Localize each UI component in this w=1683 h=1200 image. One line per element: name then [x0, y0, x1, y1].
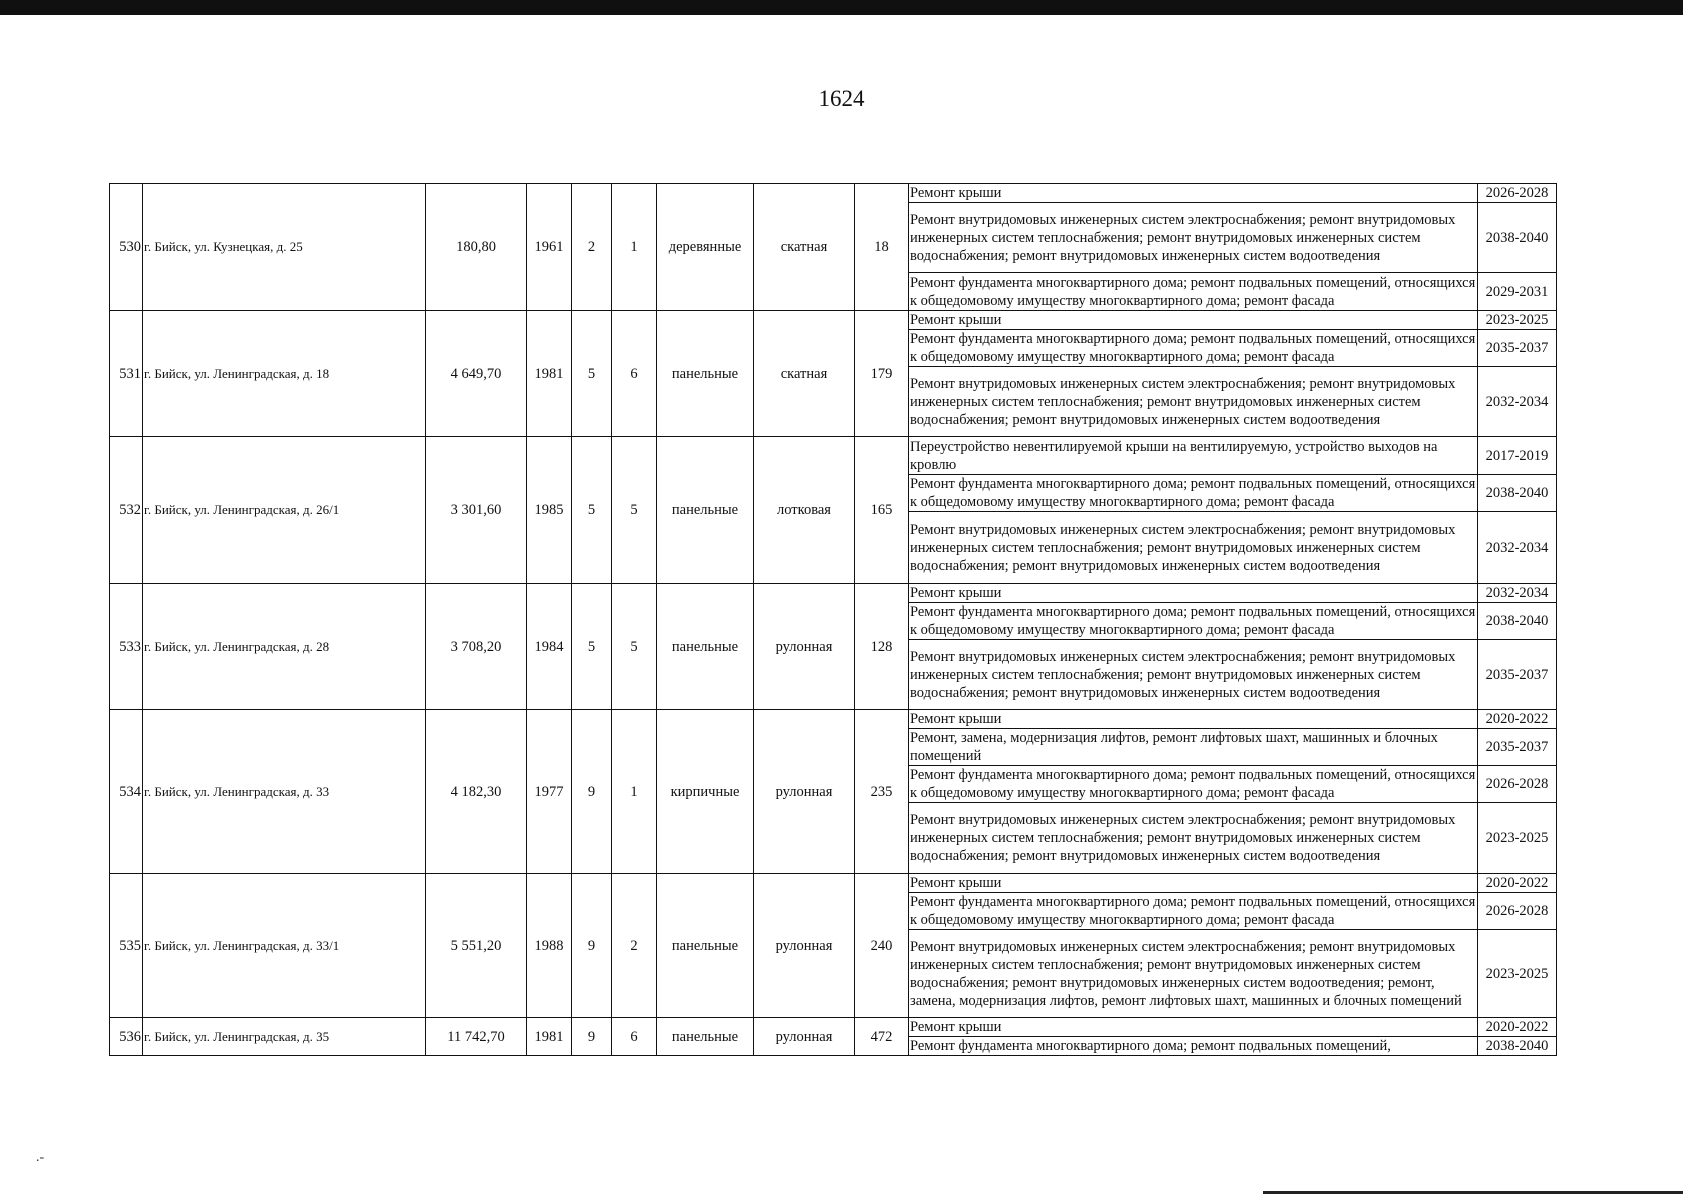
- work-period: 2038-2040: [1478, 1037, 1557, 1056]
- work-period: 2035-2037: [1478, 640, 1557, 710]
- work-period: 2032-2034: [1478, 584, 1557, 603]
- house-walls: панельные: [657, 1018, 754, 1056]
- table-row: [110, 584, 1557, 603]
- work-period: 2038-2040: [1478, 203, 1557, 273]
- work-period: 2023-2025: [1478, 930, 1557, 1018]
- house-residents: 179: [855, 311, 909, 437]
- house-roof: скатная: [754, 184, 855, 311]
- work-period: 2026-2028: [1478, 893, 1557, 930]
- house-entrances: 6: [612, 1018, 657, 1056]
- house-entrances: 1: [612, 710, 657, 874]
- work-type: Ремонт крыши: [909, 1018, 1478, 1037]
- house-entrances: 5: [612, 584, 657, 710]
- work-period: 2038-2040: [1478, 475, 1557, 512]
- house-walls: панельные: [657, 437, 754, 584]
- house-roof: рулонная: [754, 1018, 855, 1056]
- house-roof: рулонная: [754, 874, 855, 1018]
- work-type: Ремонт внутридомовых инженерных систем электроснабжения; ремонт внутридомовых инженерных систем теплоснабжения; ремонт внутридомовых инженерных систем водоснабжения; ремонт внутридомовых инженерных систем водоотведения: [909, 512, 1478, 584]
- work-period: 2026-2028: [1478, 766, 1557, 803]
- house-address: г. Бийск, ул. Ленинградская, д. 28: [143, 584, 426, 710]
- work-type: Ремонт внутридомовых инженерных систем электроснабжения; ремонт внутридомовых инженерных систем теплоснабжения; ремонт внутридомовых инженерных систем водоснабжения; ремонт внутридомовых инженерных систем водоотведения: [909, 803, 1478, 874]
- scan-top-border: [0, 0, 1683, 15]
- house-year: 1984: [527, 584, 572, 710]
- work-type: Ремонт внутридомовых инженерных систем электроснабжения; ремонт внутридомовых инженерных систем теплоснабжения; ремонт внутридомовых инженерных систем водоснабжения; ремонт внутридомовых инженерных систем водоотведения: [909, 640, 1478, 710]
- house-floors: 9: [572, 1018, 612, 1056]
- house-area: 3 708,20: [426, 584, 527, 710]
- work-period: 2032-2034: [1478, 512, 1557, 584]
- house-walls: панельные: [657, 584, 754, 710]
- house-entrances: 1: [612, 184, 657, 311]
- house-floors: 5: [572, 437, 612, 584]
- house-area: 3 301,60: [426, 437, 527, 584]
- work-type: Ремонт фундамента многоквартирного дома; ремонт подвальных помещений, относящихся к общедомовому имуществу многоквартирного дома; ремонт фасада: [909, 273, 1478, 311]
- house-year: 1961: [527, 184, 572, 311]
- work-period: 2026-2028: [1478, 184, 1557, 203]
- work-period: 2020-2022: [1478, 1018, 1557, 1037]
- table-row: [110, 710, 1557, 729]
- house-area: 5 551,20: [426, 874, 527, 1018]
- house-year: 1985: [527, 437, 572, 584]
- work-type: Ремонт фундамента многоквартирного дома; ремонт подвальных помещений, относящихся к общедомовому имуществу многоквартирного дома; ремонт фасада: [909, 330, 1478, 367]
- house-walls: деревянные: [657, 184, 754, 311]
- work-period: 2038-2040: [1478, 603, 1557, 640]
- house-year: 1977: [527, 710, 572, 874]
- work-type: Ремонт крыши: [909, 584, 1478, 603]
- work-type: Ремонт, замена, модернизация лифтов, ремонт лифтовых шахт, машинных и блочных помещений: [909, 729, 1478, 766]
- work-type: Ремонт фундамента многоквартирного дома; ремонт подвальных помещений, относящихся к общедомовому имуществу многоквартирного дома; ремонт фасада: [909, 766, 1478, 803]
- table-row: [110, 184, 1557, 203]
- work-period: 2023-2025: [1478, 803, 1557, 874]
- house-residents: 235: [855, 710, 909, 874]
- work-type: Переустройство невентилируемой крыши на вентилируемую, устройство выходов на кровлю: [909, 437, 1478, 475]
- house-residents: 128: [855, 584, 909, 710]
- house-walls: кирпичные: [657, 710, 754, 874]
- house-residents: 165: [855, 437, 909, 584]
- work-type: Ремонт крыши: [909, 311, 1478, 330]
- house-number: 536: [110, 1018, 143, 1056]
- house-number: 534: [110, 710, 143, 874]
- house-residents: 240: [855, 874, 909, 1018]
- house-walls: панельные: [657, 874, 754, 1018]
- house-floors: 9: [572, 710, 612, 874]
- house-address: г. Бийск, ул. Ленинградская, д. 33/1: [143, 874, 426, 1018]
- work-type: Ремонт внутридомовых инженерных систем электроснабжения; ремонт внутридомовых инженерных систем теплоснабжения; ремонт внутридомовых инженерных систем водоснабжения; ремонт внутридомовых инженерных систем водоотведения; ремонт, замена, модернизация лифтов, ремонт лифтовых шахт, машинных и блочных помещений: [909, 930, 1478, 1018]
- work-period: 2017-2019: [1478, 437, 1557, 475]
- house-roof: лотковая: [754, 437, 855, 584]
- house-entrances: 5: [612, 437, 657, 584]
- table-row: [110, 437, 1557, 475]
- work-period: 2035-2037: [1478, 729, 1557, 766]
- work-type: Ремонт фундамента многоквартирного дома; ремонт подвальных помещений, относящихся к общедомовому имуществу многоквартирного дома; ремонт фасада: [909, 603, 1478, 640]
- work-period: 2032-2034: [1478, 367, 1557, 437]
- work-type: Ремонт крыши: [909, 710, 1478, 729]
- work-type: Ремонт фундамента многоквартирного дома; ремонт подвальных помещений, относящихся к общедомовому имуществу многоквартирного дома; ремонт фасада: [909, 893, 1478, 930]
- table-row: [110, 311, 1557, 330]
- work-type: Ремонт крыши: [909, 874, 1478, 893]
- work-period: 2023-2025: [1478, 311, 1557, 330]
- house-address: г. Бийск, ул. Ленинградская, д. 33: [143, 710, 426, 874]
- house-number: 533: [110, 584, 143, 710]
- work-type: Ремонт крыши: [909, 184, 1478, 203]
- house-number: 532: [110, 437, 143, 584]
- house-residents: 18: [855, 184, 909, 311]
- scan-artifact-mark: .-: [36, 1150, 45, 1165]
- house-floors: 5: [572, 311, 612, 437]
- scan-bottom-line: [1263, 1191, 1683, 1194]
- house-area: 11 742,70: [426, 1018, 527, 1056]
- house-area: 4 182,30: [426, 710, 527, 874]
- house-entrances: 2: [612, 874, 657, 1018]
- house-address: г. Бийск, ул. Кузнецкая, д. 25: [143, 184, 426, 311]
- house-year: 1981: [527, 311, 572, 437]
- house-year: 1988: [527, 874, 572, 1018]
- house-floors: 9: [572, 874, 612, 1018]
- house-number: 531: [110, 311, 143, 437]
- house-roof: рулонная: [754, 710, 855, 874]
- house-roof: скатная: [754, 311, 855, 437]
- work-period: 2020-2022: [1478, 874, 1557, 893]
- work-type: Ремонт фундамента многоквартирного дома; ремонт подвальных помещений, относящихся к общедомовому имуществу многоквартирного дома; ремонт фасада: [909, 475, 1478, 512]
- work-period: 2029-2031: [1478, 273, 1557, 311]
- house-walls: панельные: [657, 311, 754, 437]
- work-type: Ремонт фундамента многоквартирного дома; ремонт подвальных помещений,: [909, 1037, 1478, 1056]
- table-row: [110, 1018, 1557, 1037]
- house-year: 1981: [527, 1018, 572, 1056]
- table-row: [110, 874, 1557, 893]
- house-floors: 5: [572, 584, 612, 710]
- work-period: 2035-2037: [1478, 330, 1557, 367]
- page-number: 1624: [818, 86, 865, 111]
- capital-repair-table: [109, 183, 1557, 1056]
- house-address: г. Бийск, ул. Ленинградская, д. 18: [143, 311, 426, 437]
- house-address: г. Бийск, ул. Ленинградская, д. 35: [143, 1018, 426, 1056]
- house-area: 180,80: [426, 184, 527, 311]
- house-floors: 2: [572, 184, 612, 311]
- house-residents: 472: [855, 1018, 909, 1056]
- work-type: Ремонт внутридомовых инженерных систем электроснабжения; ремонт внутридомовых инженерных систем теплоснабжения; ремонт внутридомовых инженерных систем водоснабжения; ремонт внутридомовых инженерных систем водоотведения: [909, 367, 1478, 437]
- house-number: 535: [110, 874, 143, 1018]
- house-roof: рулонная: [754, 584, 855, 710]
- work-period: 2020-2022: [1478, 710, 1557, 729]
- house-area: 4 649,70: [426, 311, 527, 437]
- house-number: 530: [110, 184, 143, 311]
- house-entrances: 6: [612, 311, 657, 437]
- house-address: г. Бийск, ул. Ленинградская, д. 26/1: [143, 437, 426, 584]
- work-type: Ремонт внутридомовых инженерных систем электроснабжения; ремонт внутридомовых инженерных систем теплоснабжения; ремонт внутридомовых инженерных систем водоснабжения; ремонт внутридомовых инженерных систем водоотведения: [909, 203, 1478, 273]
